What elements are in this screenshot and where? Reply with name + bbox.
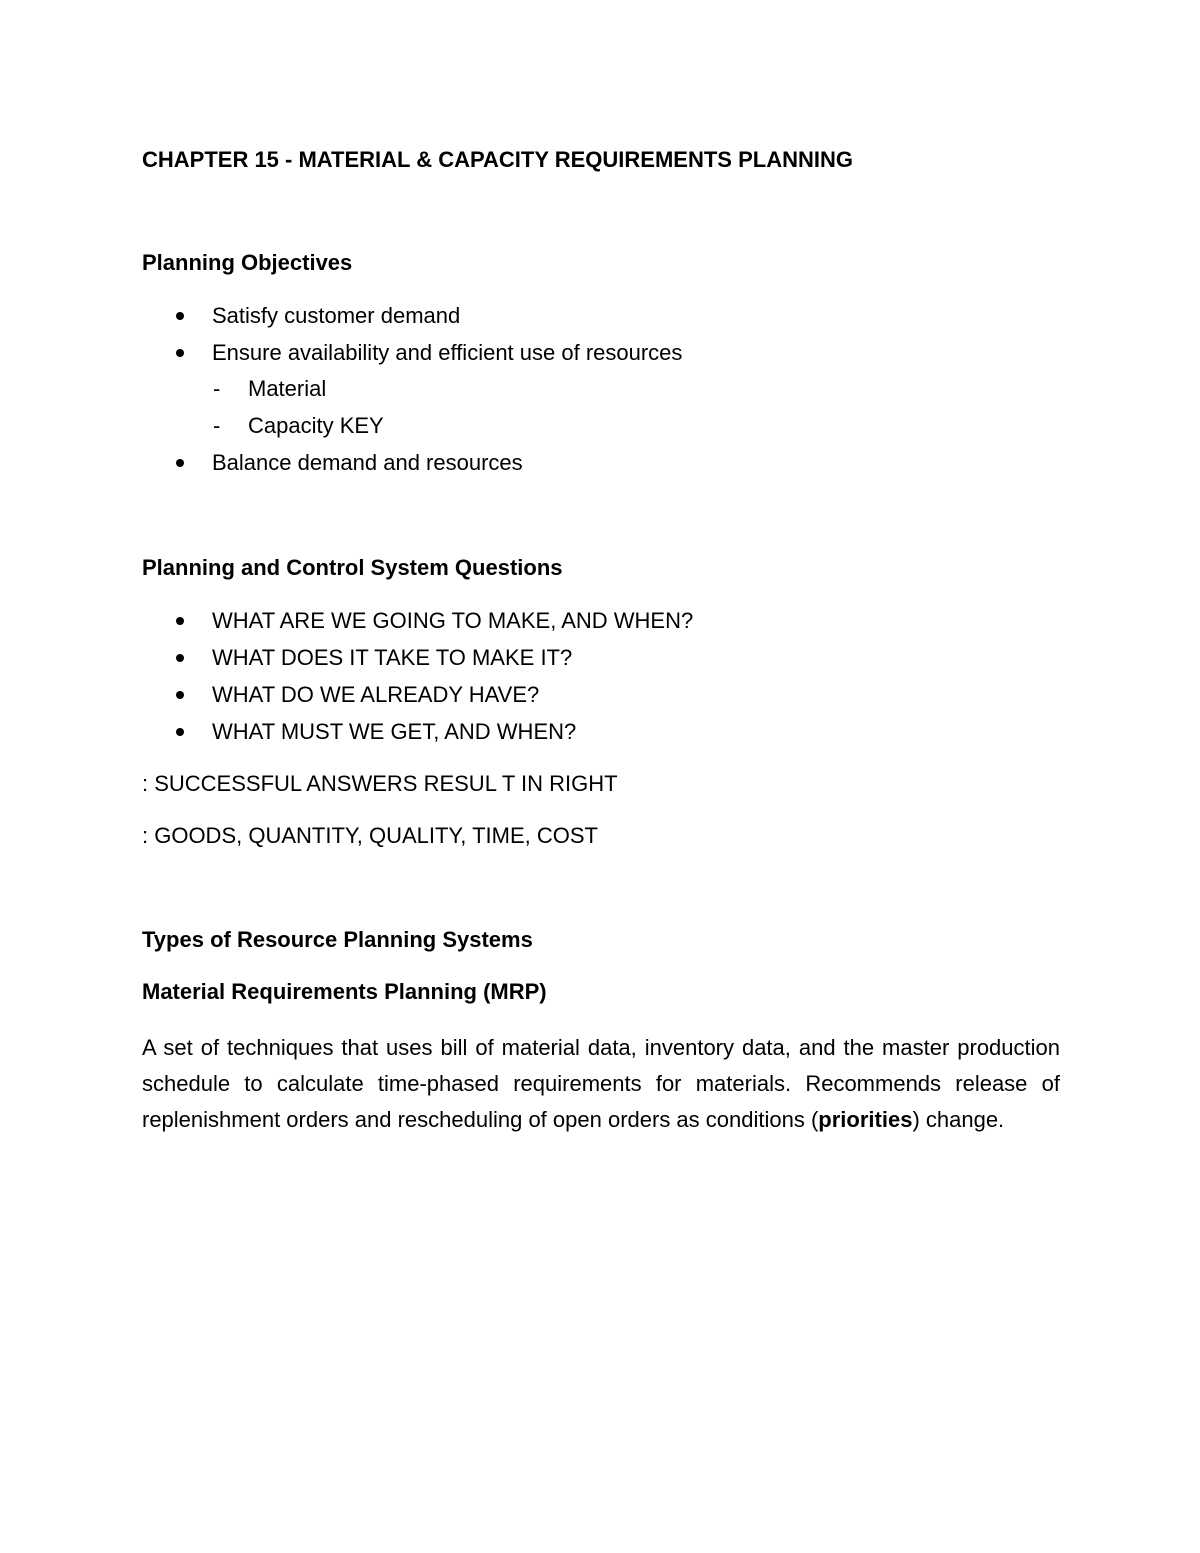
list-item: WHAT DOES IT TAKE TO MAKE IT?	[212, 645, 573, 670]
result-line: : GOODS, QUANTITY, QUALITY, TIME, COST	[142, 823, 598, 848]
sub-list-item: Material	[248, 376, 327, 401]
mrp-text: ) change.	[912, 1107, 1005, 1132]
bullet-icon	[176, 691, 184, 699]
mrp-text: A set of techniques that uses bill of material data, inventory data, and the master production schedule to calculate time-phased requirements for materials. Recommends release of replenishment orders and rescheduling of open orders as conditions (	[142, 1035, 1060, 1132]
bullet-icon	[176, 312, 184, 320]
mrp-heading: Material Requirements Planning (MRP)	[142, 979, 547, 1004]
mrp-text-bold: priorities	[818, 1107, 913, 1132]
bullet-icon	[176, 617, 184, 625]
bullet-icon	[176, 728, 184, 736]
dash-icon: -	[213, 376, 221, 401]
list-item: WHAT DO WE ALREADY HAVE?	[212, 682, 540, 707]
types-heading: Types of Resource Planning Systems	[142, 927, 533, 952]
bullet-icon	[176, 349, 184, 357]
objectives-heading: Planning Objectives	[142, 250, 353, 275]
list-item: WHAT MUST WE GET, AND WHEN?	[212, 719, 577, 744]
chapter-title: CHAPTER 15 - MATERIAL & CAPACITY REQUIREMENTS PLANNING	[142, 147, 853, 172]
list-item: Balance demand and resources	[212, 450, 523, 475]
list-item: Ensure availability and efficient use of resources	[212, 340, 683, 365]
dash-icon: -	[213, 413, 221, 438]
result-line: : SUCCESSFUL ANSWERS RESUL T IN RIGHT	[142, 771, 618, 796]
sub-list-item: Capacity KEY	[248, 413, 384, 438]
list-item: WHAT ARE WE GOING TO MAKE, AND WHEN?	[212, 608, 694, 633]
bullet-icon	[176, 459, 184, 467]
bullet-icon	[176, 654, 184, 662]
list-item: Satisfy customer demand	[212, 303, 461, 328]
mrp-definition	[142, 1030, 1060, 1138]
questions-heading: Planning and Control System Questions	[142, 555, 563, 580]
